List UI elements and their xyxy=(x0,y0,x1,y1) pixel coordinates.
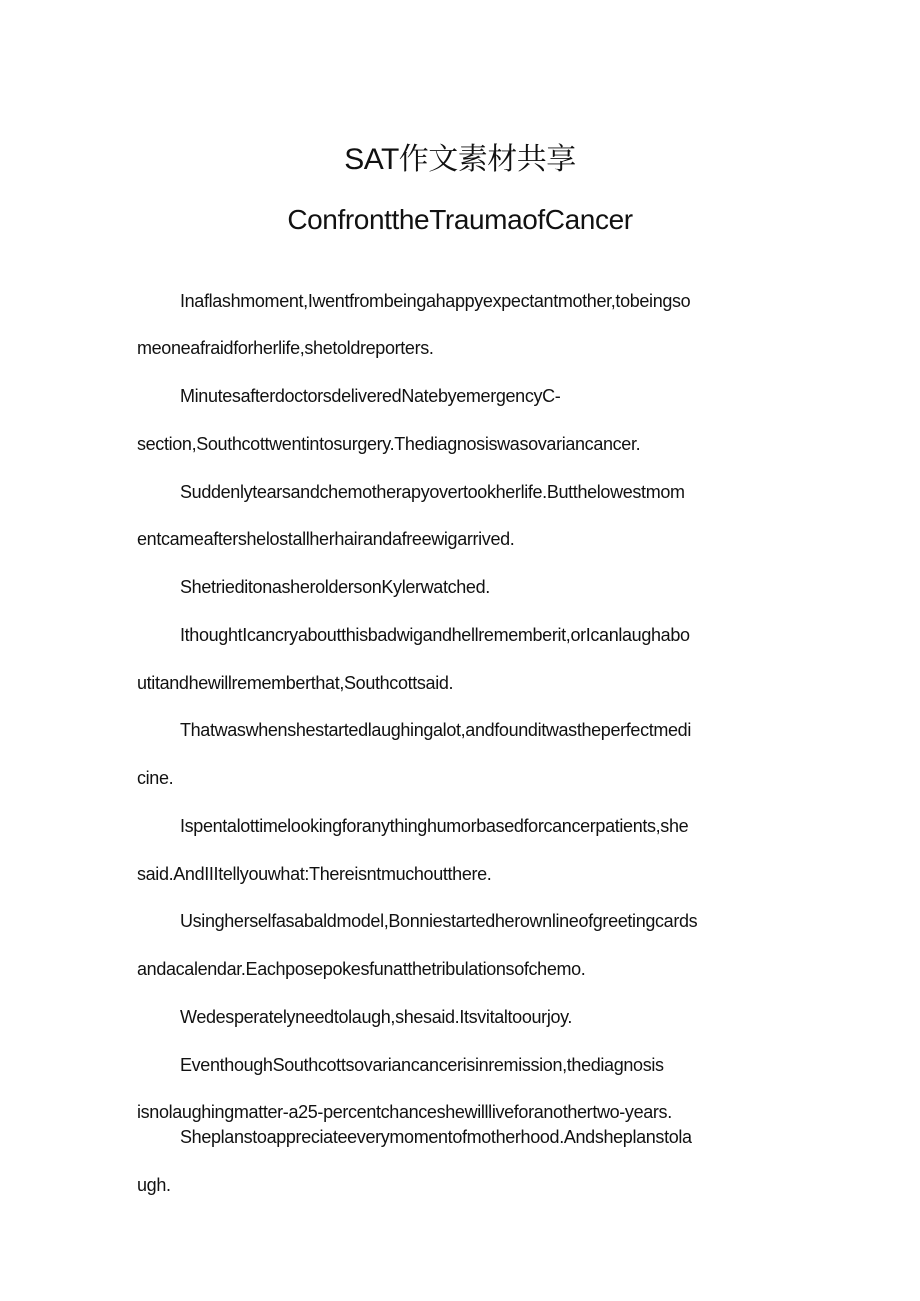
document-title-english: ConfronttheTraumaofCancer xyxy=(287,204,633,235)
paragraph-line: Sheplanstoappreciateeverymomentofmotherhood.Andsheplanstola xyxy=(180,1127,692,1147)
paragraph-line: meoneafraidforherlife,shetoldreporters. xyxy=(137,338,434,358)
paragraph-line: Usingherselfasabaldmodel,Bonniestartedherownlineofgreetingcards xyxy=(180,911,698,931)
paragraph-line: IthoughtIcancryaboutthisbadwigandhellrememberit,orIcanlaughabo xyxy=(180,625,690,645)
paragraph-line: section,Southcottwentintosurgery.Thediagnosiswasovariancancer. xyxy=(137,434,641,454)
paragraph-line: Wedesperatelyneedtolaugh,shesaid.Itsvitaltoourjoy. xyxy=(180,1007,573,1027)
paragraph-line: Thatwaswhenshestartedlaughingalot,andfounditwastheperfectmedi xyxy=(180,720,691,740)
paragraph-line: MinutesafterdoctorsdeliveredNatebyemergencyC- xyxy=(180,386,561,406)
paragraph-line: andacalendar.Eachposepokesfunatthetribulationsofchemo. xyxy=(137,959,586,979)
paragraph-line: utitandhewillrememberthat,Southcottsaid. xyxy=(137,673,454,693)
paragraph-line: Inaflashmoment,Iwentfrombeingahappyexpectantmother,tobeingso xyxy=(180,291,691,311)
paragraph-line: cine. xyxy=(137,768,174,788)
paragraph-line: ShetrieditonasheroldersonKylerwatched. xyxy=(180,577,490,597)
paragraph-line: EventhoughSouthcottsovariancancerisinremission,thediagnosis xyxy=(180,1055,664,1075)
paragraph-line: Suddenlytearsandchemotherapyovertookherlife.Butthelowestmom xyxy=(180,482,685,502)
paragraph-line: ugh. xyxy=(137,1175,171,1195)
paragraph-line: said.AndIIItellyouwhat:Thereisntmuchoutthere. xyxy=(137,864,492,884)
paragraph-line: Ispentalottimelookingforanythinghumorbasedforcancerpatients,she xyxy=(180,816,689,836)
paragraph-line: entcameaftershelostallherhairandafreewigarrived. xyxy=(137,529,515,549)
document-title-chinese: SAT作文素材共享 xyxy=(344,143,576,176)
paragraph-line: isnolaughingmatter-a25-percentchanceshewillliveforanothertwo-years. xyxy=(137,1102,672,1122)
